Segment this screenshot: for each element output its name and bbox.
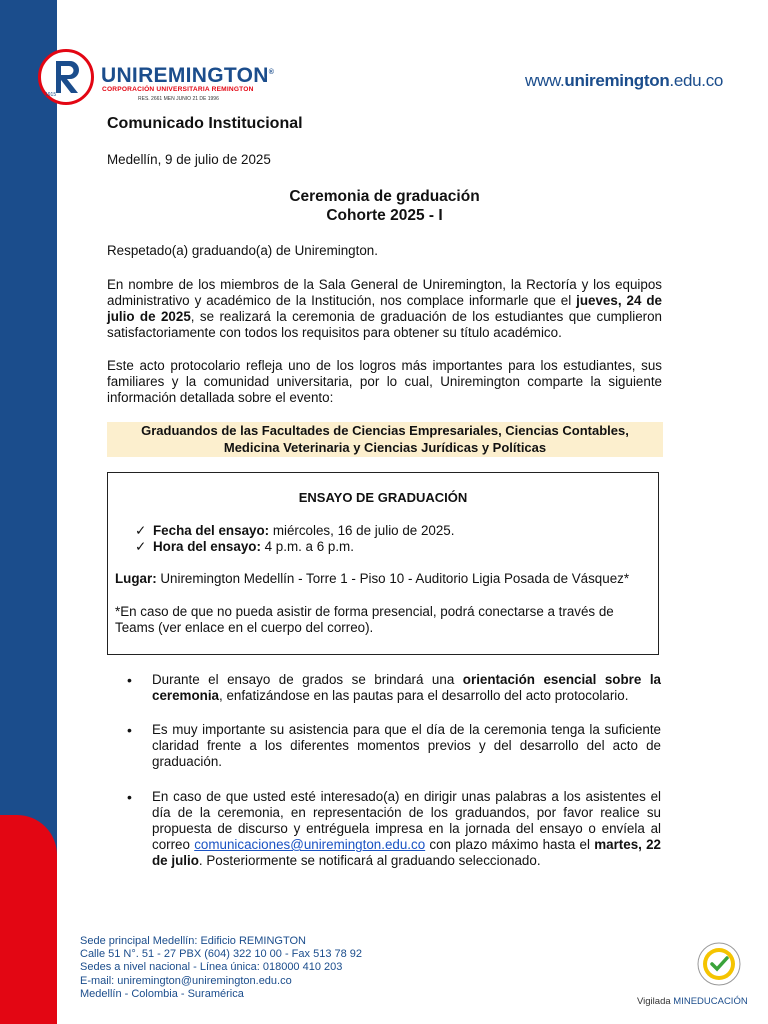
bullet-icon: • <box>127 722 132 738</box>
logo-r-mark <box>41 52 91 102</box>
rehearsal-box <box>107 472 659 655</box>
check-icon: ✓ <box>135 539 147 554</box>
faculties-highlight: Graduandos de las Facultades de Ciencias Empresariales, Ciencias Contables, Medicina Veterinaria y Ciencias Jurídicas y Políticas <box>107 422 663 457</box>
bullet-icon: • <box>127 789 132 805</box>
logo-year: 1915 <box>45 92 57 98</box>
footer-line: Calle 51 N°. 51 - 27 PBX (604) 322 10 00 - Fax 513 78 92 <box>80 948 363 961</box>
check-icon: ✓ <box>135 523 147 538</box>
footer-line: Sede principal Medellín: Edificio REMINGTON <box>80 935 306 947</box>
website-link[interactable]: www.uniremington.edu.co <box>525 71 724 90</box>
bullet-icon: • <box>127 672 132 688</box>
rehearsal-title: ENSAYO DE GRADUACIÓN <box>298 490 468 505</box>
email-link[interactable]: comunicaciones@uniremington.edu.co <box>194 837 426 852</box>
rehearsal-note: *En caso de que no pueda asistir de forma presencial, podrá conectarse a través de Teams (ver enlace en el cuerpo del correo). <box>115 604 614 635</box>
bullet-orientation: Durante el ensayo de grados se brindará una orientación esencial sobre la ceremonia, enfatizándose en las pautas para el desarrollo del acto protocolario. <box>152 672 661 703</box>
uniremington-logo-icon <box>38 49 94 105</box>
brand-resolution: RES. 2661 MEN JUNIO 21 DE 1996 <box>138 96 219 102</box>
greeting: Respetado(a) graduando(a) de Uniremington. <box>107 243 378 258</box>
brand-subtitle: CORPORACIÓN UNIVERSITARIA REMINGTON <box>102 86 254 93</box>
document-title: Ceremonia de graduación Cohorte 2025 - I <box>289 188 480 224</box>
certified-seal-icon <box>696 941 742 987</box>
side-band-red <box>0 815 57 1024</box>
rehearsal-time: ✓ Hora del ensayo: 4 p.m. a 6 p.m. <box>135 539 354 554</box>
vigilada-mineducacion: Vigilada MINEDUCACIÓN <box>637 996 748 1007</box>
rehearsal-date: ✓ Fecha del ensayo: miércoles, 16 de julio de 2025. <box>135 523 455 538</box>
document-date: Medellín, 9 de julio de 2025 <box>107 152 271 167</box>
bullet-attendance: Es muy importante su asistencia para que el día de la ceremonia tenga la suficiente claridad frente a los diferentes momentos previos y del desarrollo del acto de graduación. <box>152 722 661 769</box>
paragraph-event: Este acto protocolario refleja uno de los logros más importantes para los estudiantes, sus familiares y la comunidad universitaria, por lo cual, Uniremington comparte la siguiente información detallada sobre el evento: <box>107 358 662 405</box>
paragraph-intro: En nombre de los miembros de la Sala General de Uniremington, la Rectoría y los equipos administrativo y académico de la Institución, nos complace informarle que el jueves, 24 de julio de 2025, se realizará la ceremonia de graduación de los estudiantes que cumplieron satisfactoriamente con todos los requisitos para obtener su título académico. <box>107 277 662 340</box>
footer-line: Sedes a nivel nacional - Línea única: 018000 410 203 <box>80 961 343 974</box>
bullet-speech: En caso de que usted esté interesado(a) en dirigir unas palabras a los asistentes el día de la ceremonia, en representación de los graduandos, por favor realice su propuesta de discurso y entréguela impresa en la jornada del ensayo o envíela al correo comunicaciones@uniremington.edu.co con plazo máximo hasta el martes, 22 de julio. Posteriormente se notificará al graduando seleccionado. <box>152 789 661 868</box>
footer-contact <box>80 935 362 1001</box>
rehearsal-place: Lugar: Uniremington Medellín - Torre 1 - Piso 10 - Auditorio Ligia Posada de Vásquez* <box>115 571 630 586</box>
document-heading: Comunicado Institucional <box>107 115 303 132</box>
footer-line: Medellín - Colombia - Suramérica <box>80 987 244 1000</box>
brand-name: UNIREMINGTON® <box>101 64 275 87</box>
footer-email[interactable]: E-mail: uniremington@uniremington.edu.co <box>80 974 292 987</box>
